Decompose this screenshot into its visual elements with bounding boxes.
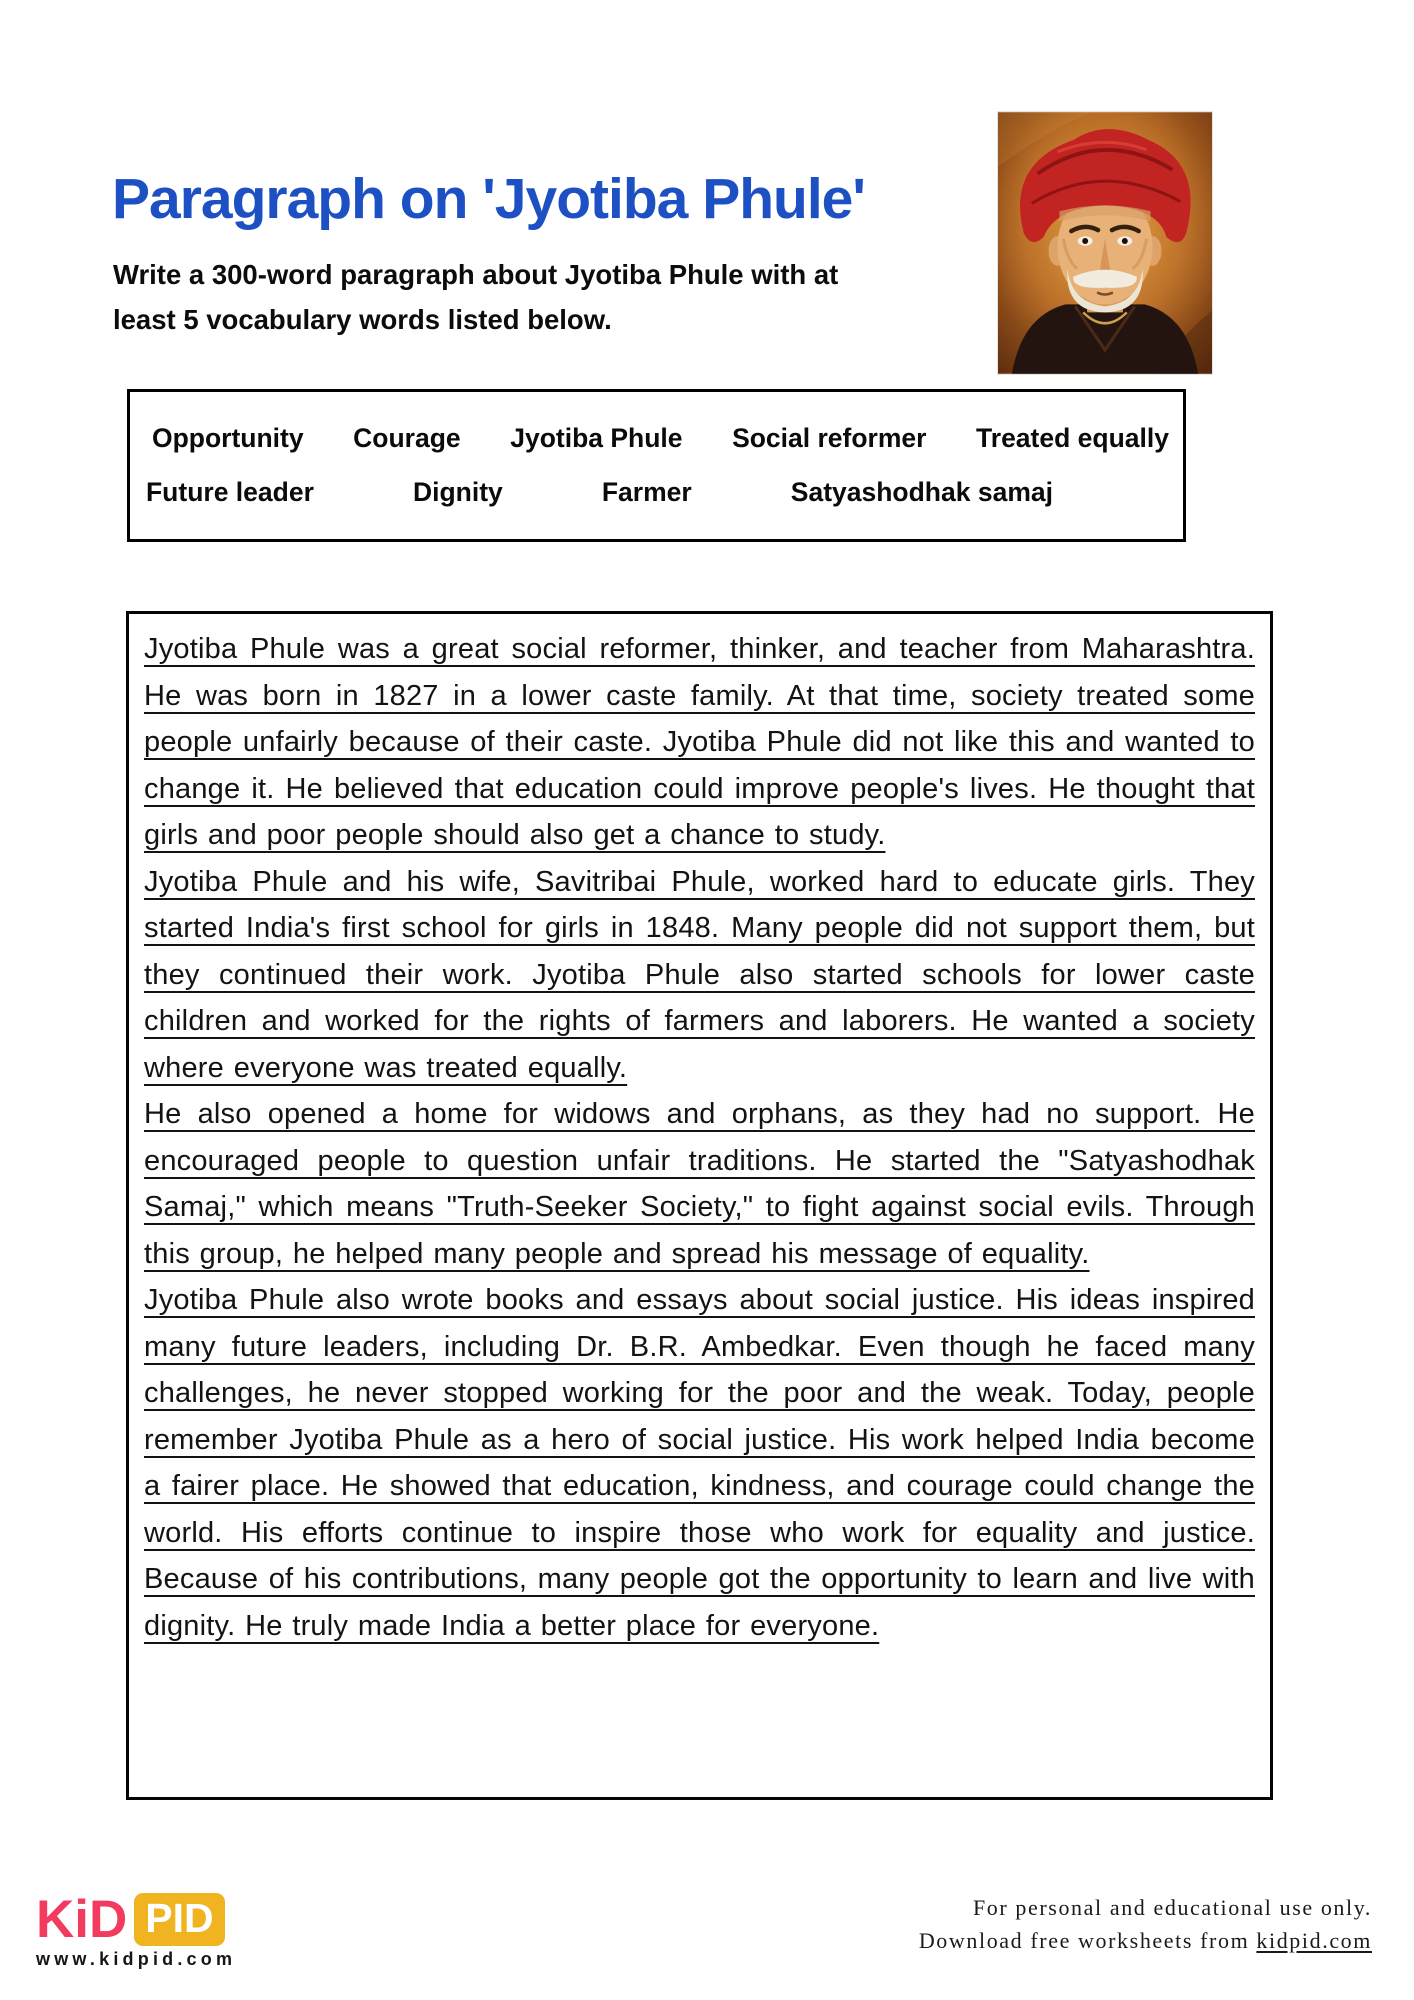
usage-notice-line-1: For personal and educational use only. [972,1895,1372,1920]
essay-paragraph-1: Jyotiba Phule was a great social reformer, thinker, and teacher from Maharashtra. He was born in 1827 in a lower caste family. At that time, society treated some people unfairly because of their caste. Jyotiba Phule did not like this and wanted to change it. He believed that education could improve people's lives. He thought that girls and poor people should also get a chance to study. [144,633,1255,851]
vocabulary-row-2 [130,477,1183,508]
vocabulary-box [127,389,1186,542]
usage-notice-line-2 [919,1924,1372,1957]
kidpid-logo-pid: PID [134,1893,224,1946]
vocab-word-dignity: Dignity [412,477,503,507]
usage-notice-line-2-text: Download free worksheets from [918,1928,1257,1953]
essay-paragraph-3: He also opened a home for widows and orphans, as they had no support. He encouraged people to question unfair traditions. He started the "Satyashodhak Samaj," which means "Truth-Seeker Society," to fight against social evils. Through this group, he helped many people and spread his message of equality. [144,1098,1255,1270]
essay-paragraph-4: Jyotiba Phule also wrote books and essays about social justice. His ideas inspired many future leaders, including Dr. B.R. Ambedkar. Even though he faced many challenges, he never stopped working for the poor and the weak. Today, people remember Jyotiba Phule as a hero of social justice. His work helped India become a fairer place. He showed that education, kindness, and courage could change the world. His efforts continue to inspire those who work for equality and justice. Because of his contributions, many people got the opportunity to learn and live with dignity. He truly made India a better place for everyone. [144,1284,1255,1642]
essay-box [126,611,1273,1800]
instructions-line-2: least 5 vocabulary words listed below. [113,304,612,335]
vocab-word-opportunity: Opportunity [152,423,304,453]
portrait-illustration [998,112,1212,374]
vocab-word-satyashodhak-samaj: Satyashodhak samaj [790,477,1053,507]
instructions-line-1: Write a 300-word paragraph about Jyotiba Phule with at [113,259,839,290]
vocab-word-treated-equally: Treated equally [976,423,1169,453]
kidpid-logo-kid: KiD [36,1890,128,1949]
essay-paragraph-2: Jyotiba Phule and his wife, Savitribai Phule, worked hard to educate girls. They started India's first school for girls in 1848. Many people did not support them, but they continued their work. Jyotiba Phule also started schools for lower caste children and worked for the rights of farmers and laborers. He wanted a society where everyone was treated equally. [144,865,1255,1084]
vocab-word-future-leader: Future leader [146,477,314,507]
kidpid-logo [36,1890,225,1949]
vocab-word-courage: Courage [353,423,461,453]
kidpid-link[interactable]: kidpid.com [1256,1928,1372,1953]
page-title: Paragraph on 'Jyotiba Phule' [112,167,865,231]
instructions [113,252,838,342]
vocab-word-farmer: Farmer [601,477,692,507]
vocab-word-jyotiba-phule: Jyotiba Phule [510,423,683,453]
vocabulary-row-1 [130,423,1183,454]
usage-notice [919,1891,1372,1957]
jyotiba-phule-portrait [997,111,1213,375]
website-url: www.kidpid.com [36,1949,237,1969]
vocab-word-social-reformer: Social reformer [732,423,927,453]
